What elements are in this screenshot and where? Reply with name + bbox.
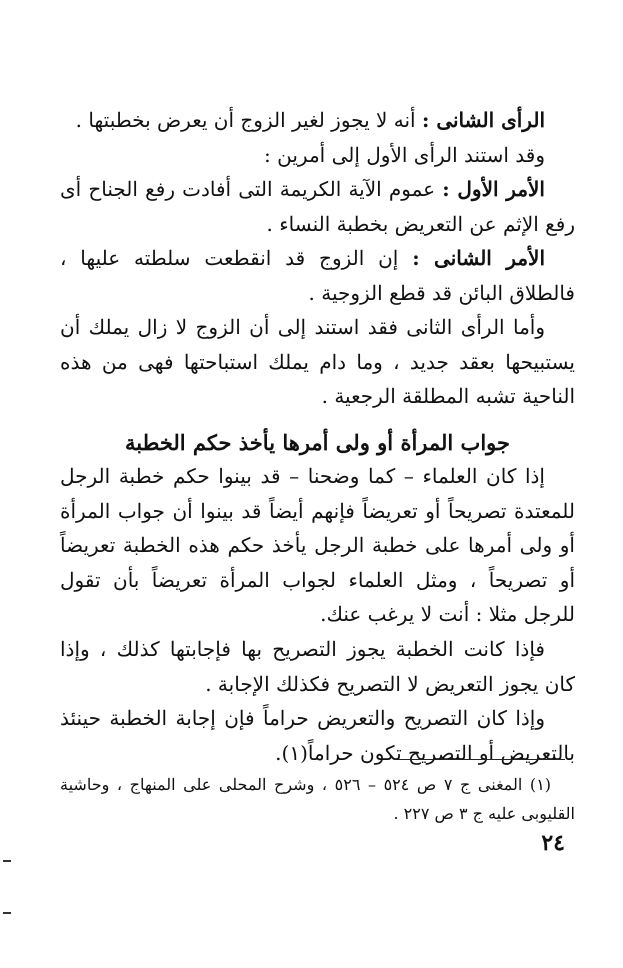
paragraph-lead: الأمر الأول : xyxy=(442,177,545,201)
paragraph-text: وأما الرأى الثانى فقد استند إلى أن الزوج لا زال يملك أن يستبيحها بعقد جديد ، وما دام يملك استباحتها فهى من هذه الناحية تشبه المطلقة الرجعية . xyxy=(60,315,575,408)
paragraph-first-matter xyxy=(60,172,575,241)
section-heading: جواب المرأة أو ولى أمرها يأخذ حكم الخطبة xyxy=(125,430,510,455)
body-text-top xyxy=(60,100,575,414)
paragraph-lead: الرأى الشانى : xyxy=(421,108,545,132)
paragraph-second-matter xyxy=(60,241,575,310)
paragraph-answer-forbidden: وإذا كان التصريح والتعريض حراماً فإن إجابة الخطبة حينئذ بالتعريض أو التصريح تكون حراماً(١). xyxy=(60,706,575,765)
paragraph-answer-permitted: فإذا كانت الخطبة يجوز التصريح بها فإجابتها كذلك ، وإذا كان يجوز التعريض لا التصريح فكذلك الإجابة . xyxy=(60,636,575,696)
paragraph-text: عموم الآية الكريمة التى أفادت رفع الجناح أى رفع الإثم عن التعريض بخطبة النساء . xyxy=(60,177,575,236)
paragraph-second-opinion-basis xyxy=(60,310,575,414)
footnote xyxy=(60,770,575,828)
body-text-bottom xyxy=(60,459,575,770)
footnote-separator xyxy=(395,759,565,760)
scan-mark xyxy=(3,860,11,862)
page-number: ٢٤ xyxy=(541,830,565,856)
paragraph-text: وقد استند الرأى الأول إلى أمرين : xyxy=(264,142,545,167)
footnote-text: (١) المغنى ج ٧ ص ٥٢٤ – ٥٢٦ ، وشرح المحلى على المنهاج ، وحاشية القليوبى عليه ج ٣ ص ٢٢٧ . xyxy=(60,775,575,823)
paragraph-lead: الأمر الشانى : xyxy=(412,246,546,270)
paragraph-second-opinion xyxy=(60,103,575,138)
paragraph-text: إن الزوج قد انقطعت سلطته عليها ، فالطلاق البائن قد قطع الزوجية . xyxy=(60,246,575,305)
paragraph-first-opinion-basis xyxy=(60,138,575,173)
paragraph-answer-rule: إذا كان العلماء – كما وضحنا – قد بينوا حكم خطبة الرجل للمعتدة تصريحاً أو تعريضاً فإنهم أيضاً قد بينوا أن جواب المرأة أو ولى أمرها على خطبة الرجل يأخذ حكم هذه الخطبة تعريضاً أو تصريحاً ، ومثل العلماء لجواب المرأة تعريضاً بأن تقول للرجل مثلا : أنت لا يرغب عنك. xyxy=(60,464,575,627)
paragraph-text: أنه لا يجوز لغير الزوج أن يعرض بخطبتها . xyxy=(75,108,416,132)
scan-mark xyxy=(3,912,11,914)
